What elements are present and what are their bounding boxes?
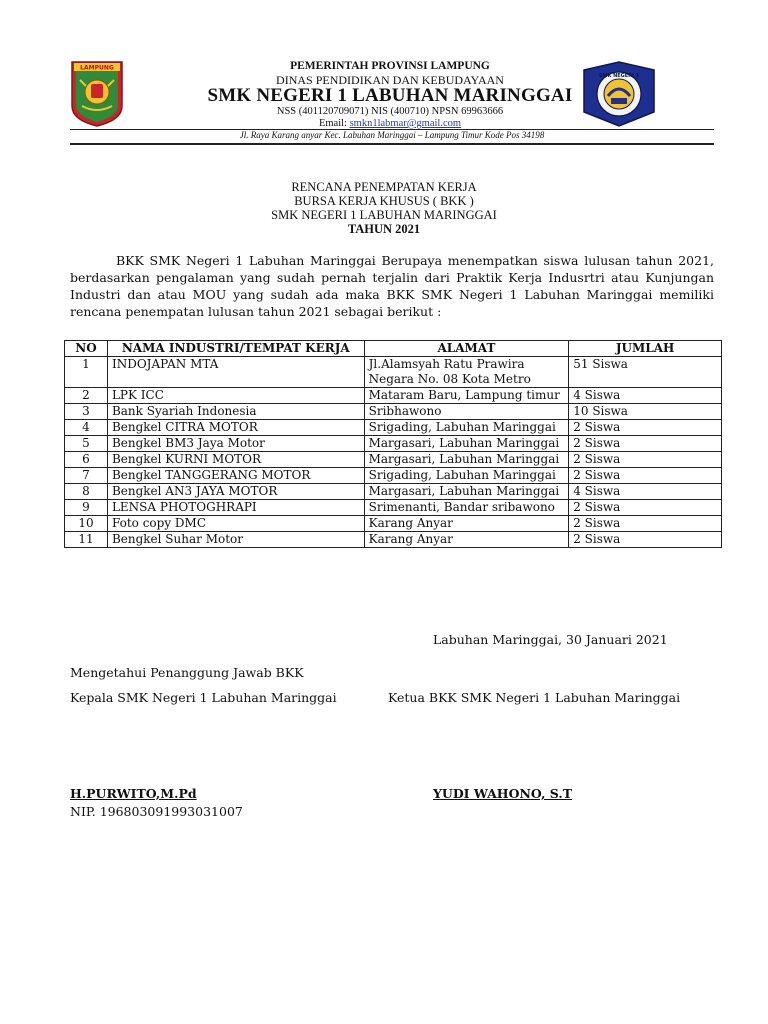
row-company: Bengkel CITRA MOTOR bbox=[107, 420, 364, 436]
principal-name: H.PURWITO,M.Pd bbox=[70, 786, 197, 801]
row-count: 2 Siswa bbox=[569, 452, 722, 468]
row-no: 2 bbox=[65, 388, 108, 404]
table-body bbox=[65, 357, 722, 548]
table-row bbox=[65, 532, 722, 548]
row-company: Bengkel AN3 JAYA MOTOR bbox=[107, 484, 364, 500]
right-logo-text: SMK NEGERI 1 bbox=[598, 73, 640, 79]
doc-title-line3: SMK NEGERI 1 LABUHAN MARINGGAI bbox=[271, 208, 497, 222]
placement-table bbox=[64, 340, 722, 548]
row-no: 5 bbox=[65, 436, 108, 452]
bkk-chair-role: Ketua BKK SMK Negeri 1 Labuhan Maringgai bbox=[388, 690, 681, 705]
school-heading: SMK NEGERI 1 LABUHAN MARINGGAI bbox=[207, 85, 573, 106]
header-divider-thick bbox=[70, 143, 714, 145]
bkk-chair-name: YUDI WAHONO, S.T bbox=[433, 786, 573, 801]
row-count: 2 Siswa bbox=[569, 500, 722, 516]
row-no: 7 bbox=[65, 468, 108, 484]
row-company: Foto copy DMC bbox=[107, 516, 364, 532]
row-count: 2 Siswa bbox=[569, 516, 722, 532]
school-emblem-logo bbox=[578, 60, 660, 128]
row-count: 2 Siswa bbox=[569, 532, 722, 548]
intro-text: BKK SMK Negeri 1 Labuhan Maringgai Berupaya menempatkan siswa lulusan tahun 2021, berdasarkan pengalaman yang sudah pernah terjalin dari Praktik Kerja Indusrtri atau Kunjungan Industri dan atau MOU yang sudah ada maka BKK SMK Negeri 1 Labuhan Maringgai memiliki rencana penempatan lulusan tahun 2021 sebagai berikut : bbox=[70, 253, 714, 319]
province-heading: PEMERINTAH PROVINSI LAMPUNG bbox=[290, 60, 490, 72]
row-no: 11 bbox=[65, 532, 108, 548]
doc-title-year: TAHUN 2021 bbox=[347, 222, 421, 236]
row-address: Mataram Baru, Lampung timur bbox=[364, 388, 569, 404]
row-address: Srigading, Labuhan Maringgai bbox=[364, 468, 569, 484]
doc-title-line2: BURSA KERJA KHUSUS ( BKK ) bbox=[294, 194, 474, 208]
table-row bbox=[65, 516, 722, 532]
row-company: Bengkel KURNI MOTOR bbox=[107, 452, 364, 468]
table-row bbox=[65, 357, 722, 388]
row-address: Karang Anyar bbox=[364, 516, 569, 532]
row-count: 4 Siswa bbox=[569, 388, 722, 404]
signing-date: Labuhan Maringgai, 30 Januari 2021 bbox=[433, 632, 668, 647]
acknowledged-label: Mengetahui Penanggung Jawab BKK bbox=[70, 665, 304, 680]
school-ids: NSS (401120709071) NIS (400710) NPSN 69963666 bbox=[276, 106, 504, 117]
principal-nip: NIP. 196803091993031007 bbox=[70, 804, 243, 819]
table-row bbox=[65, 452, 722, 468]
row-address: Srigading, Labuhan Maringgai bbox=[364, 420, 569, 436]
doc-title-line1: RENCANA PENEMPATAN KERJA bbox=[291, 180, 477, 194]
row-no: 4 bbox=[65, 420, 108, 436]
header-count: JUMLAH bbox=[569, 341, 722, 357]
row-company: LPK ICC bbox=[107, 388, 364, 404]
table-row bbox=[65, 484, 722, 500]
table-row bbox=[65, 404, 722, 420]
row-address: Margasari, Labuhan Maringgai bbox=[364, 484, 569, 500]
row-count: 2 Siswa bbox=[569, 468, 722, 484]
header-no: NO bbox=[65, 341, 108, 357]
intro-paragraph bbox=[70, 252, 714, 320]
left-logo-text: LAMPUNG bbox=[80, 64, 114, 72]
table-row bbox=[65, 420, 722, 436]
row-company: Bengkel Suhar Motor bbox=[107, 532, 364, 548]
row-no: 10 bbox=[65, 516, 108, 532]
email-link[interactable]: smkn1labmar@gmail.com bbox=[349, 118, 462, 129]
row-company: Bengkel BM3 Jaya Motor bbox=[107, 436, 364, 452]
row-count: 10 Siswa bbox=[569, 404, 722, 420]
row-no: 8 bbox=[65, 484, 108, 500]
row-address: Jl.Alamsyah Ratu Prawira Negara No. 08 Kota Metro bbox=[364, 357, 569, 388]
row-count: 51 Siswa bbox=[569, 357, 722, 388]
row-address: Karang Anyar bbox=[364, 532, 569, 548]
table-header-row bbox=[65, 341, 722, 357]
principal-role: Kepala SMK Negeri 1 Labuhan Maringgai bbox=[70, 690, 337, 705]
row-address: Margasari, Labuhan Maringgai bbox=[364, 436, 569, 452]
row-company: LENSA PHOTOGHRAPI bbox=[107, 500, 364, 516]
header-company: NAMA INDUSTRI/TEMPAT KERJA bbox=[107, 341, 364, 357]
row-no: 6 bbox=[65, 452, 108, 468]
row-count: 4 Siswa bbox=[569, 484, 722, 500]
row-company: INDOJAPAN MTA bbox=[107, 357, 364, 388]
row-no: 1 bbox=[65, 357, 108, 388]
email-label: Email: bbox=[318, 118, 350, 129]
row-count: 2 Siswa bbox=[569, 420, 722, 436]
table-row bbox=[65, 500, 722, 516]
row-no: 9 bbox=[65, 500, 108, 516]
row-count: 2 Siswa bbox=[569, 436, 722, 452]
lampung-emblem-logo bbox=[70, 60, 124, 128]
row-no: 3 bbox=[65, 404, 108, 420]
school-address: Jl. Raya Karang anyar Kec. Labuhan Maringgai – Lampung Timur Kode Pos 34198 bbox=[239, 130, 545, 140]
row-address: Sribhawono bbox=[364, 404, 569, 420]
email-line bbox=[190, 118, 590, 129]
header-address: ALAMAT bbox=[364, 341, 569, 357]
table-row bbox=[65, 468, 722, 484]
row-company: Bengkel TANGGERANG MOTOR bbox=[107, 468, 364, 484]
row-address: Srimenanti, Bandar sribawono bbox=[364, 500, 569, 516]
row-address: Margasari, Labuhan Maringgai bbox=[364, 452, 569, 468]
table-row bbox=[65, 436, 722, 452]
row-company: Bank Syariah Indonesia bbox=[107, 404, 364, 420]
department-heading: DINAS PENDIDIKAN DAN KEBUDAYAAN bbox=[276, 73, 504, 87]
table-row bbox=[65, 388, 722, 404]
